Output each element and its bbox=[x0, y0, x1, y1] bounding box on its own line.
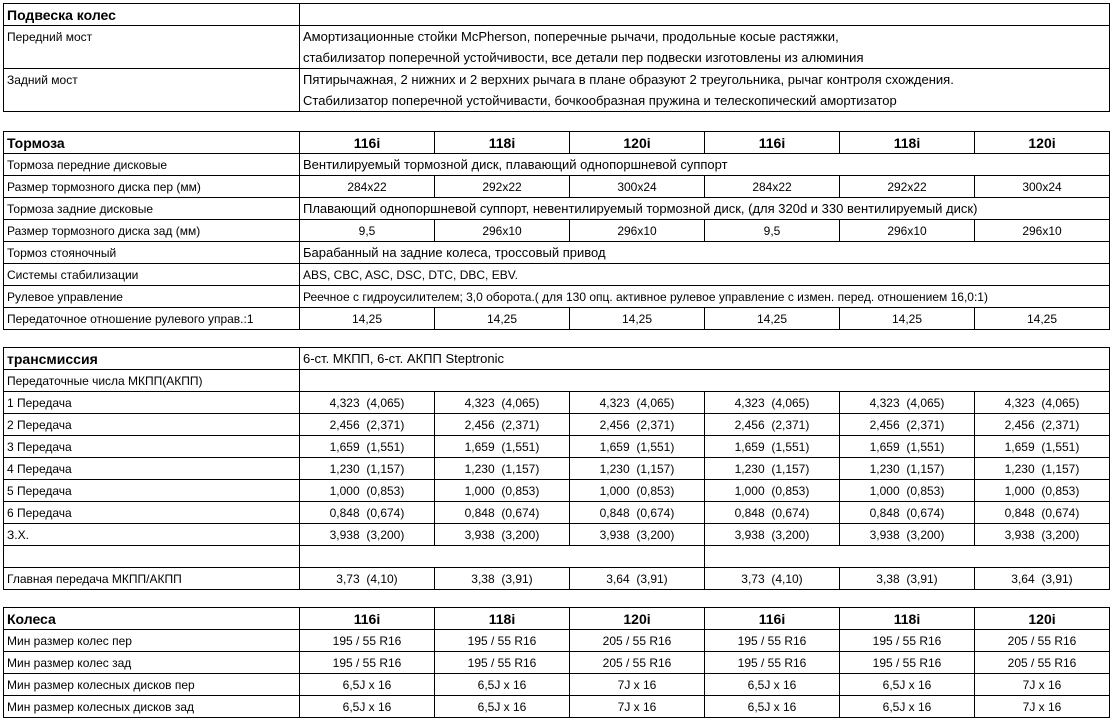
wheel-row bbox=[4, 652, 1110, 674]
value-cell: 14,25 bbox=[300, 308, 435, 330]
wheel-row bbox=[4, 630, 1110, 652]
value-cell: 7J x 16 bbox=[570, 696, 705, 718]
gear-ratio-value: 1,659 (1,551) bbox=[975, 436, 1110, 458]
gear-ratio-value: 4,323 (4,065) bbox=[435, 392, 570, 414]
value-cell: 6,5J x 16 bbox=[840, 674, 975, 696]
wheels-table bbox=[3, 607, 1110, 718]
gear-ratio-value: 2,456 (2,371) bbox=[300, 414, 435, 436]
gear-row bbox=[4, 392, 1110, 414]
value-cell: 7J x 16 bbox=[570, 674, 705, 696]
row-label: Размер тормозного диска зад (мм) bbox=[4, 220, 300, 242]
gear-label: 2 Передача bbox=[4, 414, 300, 436]
value-cell: 6,5J x 16 bbox=[705, 696, 840, 718]
final-drive-value: 3,38 (3,91) bbox=[435, 568, 570, 590]
empty-cell bbox=[300, 546, 705, 568]
brakes-table bbox=[3, 131, 1110, 330]
gear-ratio-value: 1,000 (0,853) bbox=[300, 480, 435, 502]
value-cell: 296x10 bbox=[435, 220, 570, 242]
model-header: 118i bbox=[435, 608, 570, 630]
gear-ratio-value: 1,000 (0,853) bbox=[840, 480, 975, 502]
value-cell: 296x10 bbox=[975, 220, 1110, 242]
rear-axle-desc-1: Пятирычажная, 2 нижних и 2 верхних рычага в плане образуют 2 треугольника, рычаг контроля схождения. bbox=[300, 69, 1110, 91]
gear-ratio-value: 3,938 (3,200) bbox=[705, 524, 840, 546]
row-label: Тормоза передние дисковые bbox=[4, 154, 300, 176]
wheel-row bbox=[4, 696, 1110, 718]
gear-row bbox=[4, 480, 1110, 502]
value-cell: 296x10 bbox=[570, 220, 705, 242]
gear-ratio-value: 1,659 (1,551) bbox=[435, 436, 570, 458]
gear-label: 1 Передача bbox=[4, 392, 300, 414]
gear-ratio-value: 0,848 (0,674) bbox=[975, 502, 1110, 524]
value-cell: 7J x 16 bbox=[975, 674, 1110, 696]
value-cell: 195 / 55 R16 bbox=[705, 652, 840, 674]
transmission-table bbox=[3, 347, 1110, 590]
gear-ratio-value: 1,000 (0,853) bbox=[975, 480, 1110, 502]
gear-ratio-value: 3,938 (3,200) bbox=[570, 524, 705, 546]
value-cell: 284x22 bbox=[300, 176, 435, 198]
gear-label: 5 Передача bbox=[4, 480, 300, 502]
gear-ratio-value: 4,323 (4,065) bbox=[975, 392, 1110, 414]
model-header: 118i bbox=[435, 132, 570, 154]
gear-ratio-value: 4,323 (4,065) bbox=[840, 392, 975, 414]
gear-ratio-value: 1,230 (1,157) bbox=[300, 458, 435, 480]
value-cell: 300x24 bbox=[570, 176, 705, 198]
gear-ratio-value: 3,938 (3,200) bbox=[300, 524, 435, 546]
gear-row bbox=[4, 458, 1110, 480]
empty-cell bbox=[300, 370, 1110, 392]
value-cell: 6,5J x 16 bbox=[300, 674, 435, 696]
final-drive-label: Главная передача МКПП/АКПП bbox=[4, 568, 300, 590]
brakes-title: Тормоза bbox=[4, 132, 300, 154]
value-cell: 195 / 55 R16 bbox=[840, 630, 975, 652]
value-cell: 6,5J x 16 bbox=[840, 696, 975, 718]
gear-ratio-value: 3,938 (3,200) bbox=[435, 524, 570, 546]
gear-ratio-value: 1,230 (1,157) bbox=[975, 458, 1110, 480]
row-label: Мин размер колес зад bbox=[4, 652, 300, 674]
gear-ratio-value: 1,000 (0,853) bbox=[570, 480, 705, 502]
wheels-title: Колеса bbox=[4, 608, 300, 630]
model-header: 120i bbox=[975, 608, 1110, 630]
value-cell: 7J x 16 bbox=[975, 696, 1110, 718]
final-drive-value: 3,73 (4,10) bbox=[300, 568, 435, 590]
value-cell: 6,5J x 16 bbox=[435, 674, 570, 696]
value-cell: 9,5 bbox=[705, 220, 840, 242]
front-axle-desc-1: Амортизационные стойки McPherson, поперечные рычачи, продольные косые растяжки, bbox=[300, 26, 1110, 48]
model-header: 116i bbox=[705, 608, 840, 630]
rear-axle-label: Задний мост bbox=[4, 69, 300, 91]
model-header: 120i bbox=[570, 132, 705, 154]
value-cell: 195 / 55 R16 bbox=[300, 652, 435, 674]
suspension-table bbox=[3, 3, 1110, 112]
gear-label: З.Х. bbox=[4, 524, 300, 546]
front-axle-desc-2: стабилизатор поперечной устойчивости, все детали пер подвески изготовлены из алюминия bbox=[300, 47, 1110, 69]
gear-ratio-value: 1,230 (1,157) bbox=[840, 458, 975, 480]
empty-cell bbox=[4, 47, 300, 69]
value-cell: 195 / 55 R16 bbox=[435, 652, 570, 674]
gear-ratio-value: 0,848 (0,674) bbox=[705, 502, 840, 524]
gear-ratio-value: 1,230 (1,157) bbox=[435, 458, 570, 480]
value-cell: 6,5J x 16 bbox=[435, 696, 570, 718]
model-header: 116i bbox=[300, 608, 435, 630]
model-header: 116i bbox=[705, 132, 840, 154]
final-drive-value: 3,64 (3,91) bbox=[975, 568, 1110, 590]
empty-cell bbox=[705, 546, 1110, 568]
empty-cell bbox=[4, 90, 300, 112]
gear-ratio-value: 0,848 (0,674) bbox=[570, 502, 705, 524]
gear-label: 6 Передача bbox=[4, 502, 300, 524]
final-drive-value: 3,73 (4,10) bbox=[705, 568, 840, 590]
value-cell: 205 / 55 R16 bbox=[975, 652, 1110, 674]
value-cell: 9,5 bbox=[300, 220, 435, 242]
row-text: Реечное с гидроусилителем; 3,0 оборота.( для 130 опц. активное рулевое управление с измен. перед. отношением 16,0:1) bbox=[300, 286, 1110, 308]
gear-row bbox=[4, 436, 1110, 458]
gear-ratio-value: 2,456 (2,371) bbox=[570, 414, 705, 436]
value-cell: 195 / 55 R16 bbox=[435, 630, 570, 652]
wheel-row bbox=[4, 674, 1110, 696]
value-cell: 284x22 bbox=[705, 176, 840, 198]
row-label: Мин размер колесных дисков пер bbox=[4, 674, 300, 696]
gear-ratio-value: 4,323 (4,065) bbox=[300, 392, 435, 414]
value-cell: 195 / 55 R16 bbox=[840, 652, 975, 674]
value-cell: 195 / 55 R16 bbox=[705, 630, 840, 652]
gear-ratio-value: 1,000 (0,853) bbox=[705, 480, 840, 502]
model-header: 118i bbox=[840, 132, 975, 154]
value-cell: 195 / 55 R16 bbox=[300, 630, 435, 652]
gear-ratio-value: 1,230 (1,157) bbox=[705, 458, 840, 480]
gear-label: 3 Передача bbox=[4, 436, 300, 458]
value-cell: 205 / 55 R16 bbox=[975, 630, 1110, 652]
gear-ratio-value: 2,456 (2,371) bbox=[840, 414, 975, 436]
gear-ratio-value: 4,323 (4,065) bbox=[705, 392, 840, 414]
gear-ratio-value: 4,323 (4,065) bbox=[570, 392, 705, 414]
gear-ratio-value: 1,659 (1,551) bbox=[840, 436, 975, 458]
empty-cell bbox=[300, 4, 1110, 26]
row-label: Системы стабилизации bbox=[4, 264, 300, 286]
row-text: Барабанный на задние колеса, троссовый привод bbox=[300, 242, 1110, 264]
gear-ratio-value: 1,659 (1,551) bbox=[570, 436, 705, 458]
value-cell: 14,25 bbox=[975, 308, 1110, 330]
model-header: 116i bbox=[300, 132, 435, 154]
value-cell: 292x22 bbox=[840, 176, 975, 198]
value-cell: 14,25 bbox=[705, 308, 840, 330]
gear-ratio-value: 1,659 (1,551) bbox=[300, 436, 435, 458]
suspension-title: Подвеска колес bbox=[4, 4, 300, 26]
value-cell: 205 / 55 R16 bbox=[570, 652, 705, 674]
final-drive-value: 3,64 (3,91) bbox=[570, 568, 705, 590]
model-header: 118i bbox=[840, 608, 975, 630]
row-label: Мин размер колесных дисков зад bbox=[4, 696, 300, 718]
gear-row bbox=[4, 502, 1110, 524]
front-axle-label: Передний мост bbox=[4, 26, 300, 48]
value-cell: 6,5J x 16 bbox=[300, 696, 435, 718]
row-label: Передаточное отношение рулевого управ.:1 bbox=[4, 308, 300, 330]
value-cell: 6,5J x 16 bbox=[705, 674, 840, 696]
row-text: Вентилируемый тормозной диск, плавающий однопоршневой суппорт bbox=[300, 154, 1110, 176]
row-label: Тормоза задние дисковые bbox=[4, 198, 300, 220]
value-cell: 292x22 bbox=[435, 176, 570, 198]
model-header: 120i bbox=[570, 608, 705, 630]
row-label: Тормоз стояночный bbox=[4, 242, 300, 264]
row-label: Рулевое управление bbox=[4, 286, 300, 308]
value-cell: 205 / 55 R16 bbox=[570, 630, 705, 652]
model-header: 120i bbox=[975, 132, 1110, 154]
row-label: Размер тормозного диска пер (мм) bbox=[4, 176, 300, 198]
rear-axle-desc-2: Стабилизатор поперечной устойчивасти, бочкообразная пружина и телескопический амортизатор bbox=[300, 90, 1110, 112]
gear-row bbox=[4, 414, 1110, 436]
gear-ratio-value: 1,230 (1,157) bbox=[570, 458, 705, 480]
gear-row bbox=[4, 524, 1110, 546]
value-cell: 14,25 bbox=[435, 308, 570, 330]
value-cell: 14,25 bbox=[570, 308, 705, 330]
gear-ratio-value: 2,456 (2,371) bbox=[975, 414, 1110, 436]
row-text: ABS, CBC, ASC, DSC, DTC, DBC, EBV. bbox=[300, 264, 1110, 286]
transmission-title: трансмиссия bbox=[4, 348, 300, 370]
gear-ratio-value: 2,456 (2,371) bbox=[435, 414, 570, 436]
value-cell: 14,25 bbox=[840, 308, 975, 330]
gear-ratio-value: 0,848 (0,674) bbox=[435, 502, 570, 524]
gear-ratio-value: 3,938 (3,200) bbox=[975, 524, 1110, 546]
value-cell: 300x24 bbox=[975, 176, 1110, 198]
row-label: Мин размер колес пер bbox=[4, 630, 300, 652]
gear-ratio-value: 1,000 (0,853) bbox=[435, 480, 570, 502]
gear-ratio-value: 1,659 (1,551) bbox=[705, 436, 840, 458]
row-text: Плавающий однопоршневой суппорт, невентилируемый тормозной диск, (для 320d и 330 вентилируемый диск) bbox=[300, 198, 1110, 220]
gear-ratio-value: 3,938 (3,200) bbox=[840, 524, 975, 546]
gear-ratio-value: 0,848 (0,674) bbox=[840, 502, 975, 524]
transmission-desc: 6-ст. МКПП, 6-ст. АКПП Steptronic bbox=[300, 348, 1110, 370]
value-cell: 296x10 bbox=[840, 220, 975, 242]
empty-cell bbox=[4, 546, 300, 568]
gear-label: 4 Передача bbox=[4, 458, 300, 480]
gear-ratio-value: 0,848 (0,674) bbox=[300, 502, 435, 524]
gear-ratios-label: Передаточные числа МКПП(АКПП) bbox=[4, 370, 300, 392]
gear-ratio-value: 2,456 (2,371) bbox=[705, 414, 840, 436]
final-drive-value: 3,38 (3,91) bbox=[840, 568, 975, 590]
